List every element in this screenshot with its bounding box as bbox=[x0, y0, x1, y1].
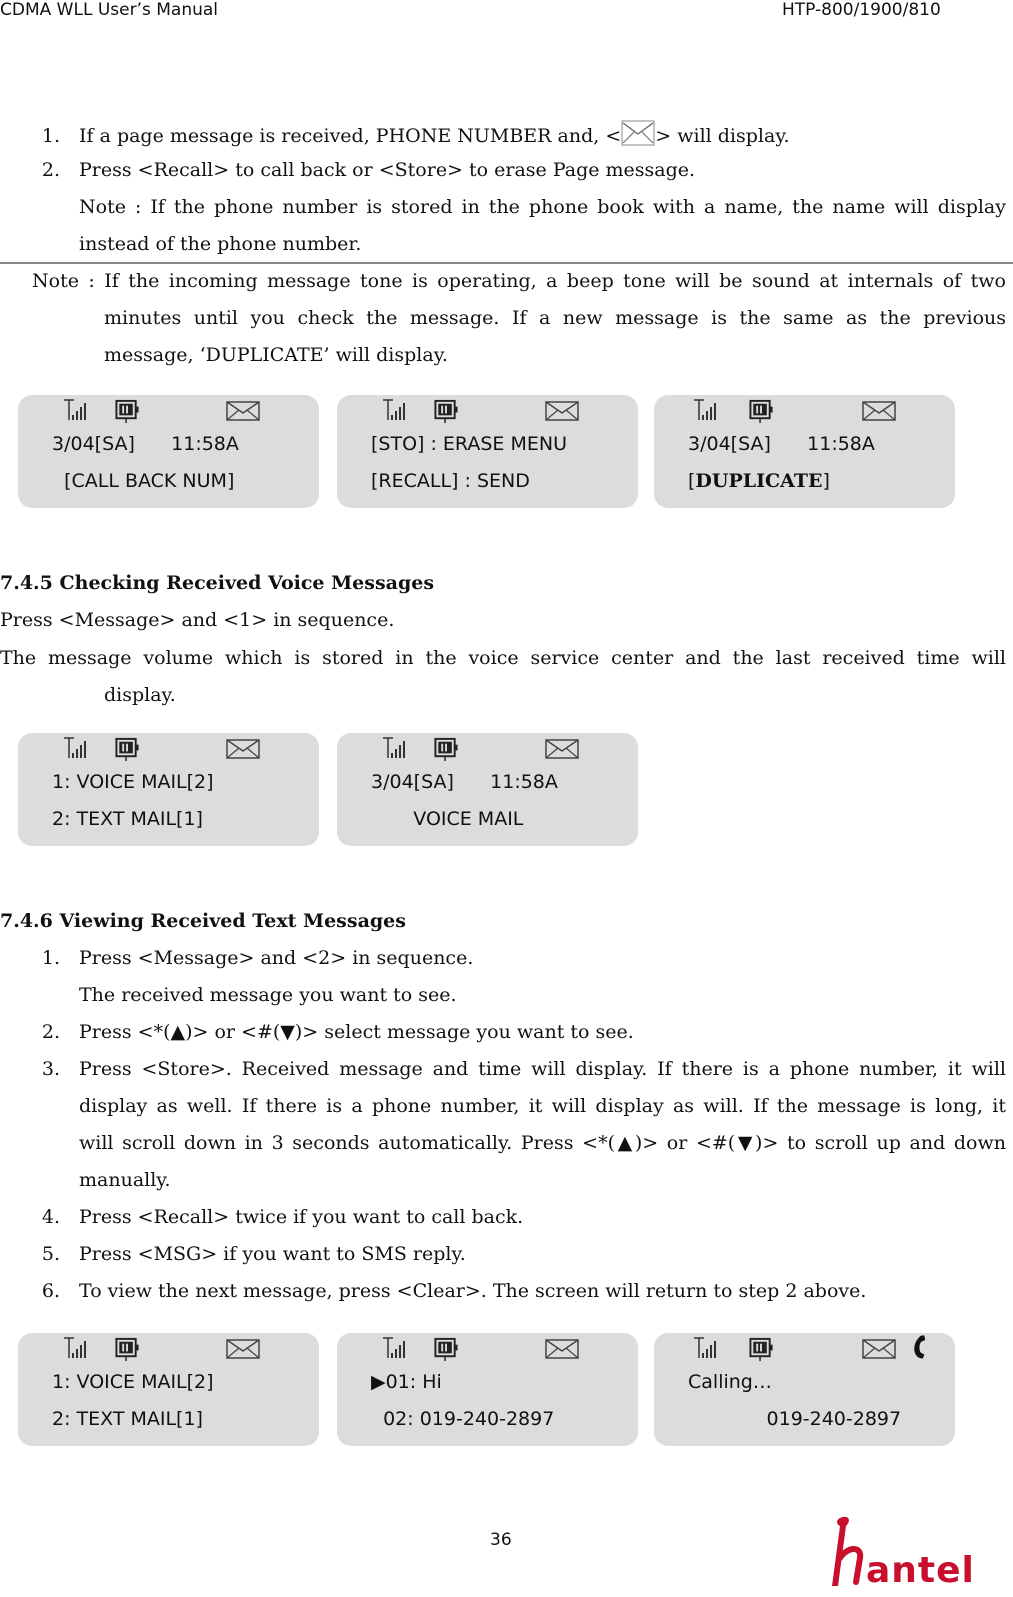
sec-745-line-2: The message volume which is stored in the voice service center and the last received time will bbox=[0, 647, 1006, 669]
intro-step-1 bbox=[79, 118, 790, 155]
lcd-line-1: 1: VOICE MAIL[2] bbox=[52, 1371, 214, 1393]
message-envelope-icon bbox=[545, 398, 579, 424]
svg-text:antel: antel bbox=[866, 1550, 975, 1591]
sec-746-step-5: Press <MSG> if you want to SMS reply. bbox=[79, 1243, 466, 1265]
sec-746-step-1: Press <Message> and <2> in sequence. bbox=[79, 947, 474, 969]
step-number: 1. bbox=[41, 125, 60, 147]
lcd-screen-message-list bbox=[337, 1333, 638, 1446]
lcd-screen-voice-mail bbox=[337, 733, 638, 846]
lcd-screen-store-menu bbox=[337, 395, 638, 508]
step-number: 2. bbox=[41, 1021, 60, 1043]
step-number: 2. bbox=[41, 159, 60, 181]
step-number: 5. bbox=[41, 1243, 60, 1265]
lcd-line-2: 2: TEXT MAIL[1] bbox=[52, 1408, 203, 1430]
signal-icon bbox=[62, 1336, 88, 1362]
lcd-line-2: [CALL BACK NUM] bbox=[52, 470, 235, 492]
note-2-line-2: minutes until you check the message. If a new message is the same as the previous bbox=[104, 307, 1006, 329]
lcd-line-1: ▶01: Hi bbox=[371, 1371, 442, 1393]
sec-746-step-3-line-1: Press <Store>. Received message and time will display. If there is a phone number, it will bbox=[79, 1058, 1006, 1080]
lcd-line-2 bbox=[688, 470, 830, 492]
lcd-line-2: 2: TEXT MAIL[1] bbox=[52, 808, 203, 830]
signal-icon bbox=[381, 1336, 407, 1362]
lcd-line-1: Calling… bbox=[688, 1371, 772, 1393]
message-envelope-icon bbox=[545, 1336, 579, 1362]
lcd-screen-calling bbox=[654, 1333, 955, 1446]
header-left: CDMA WLL User’s Manual bbox=[0, 0, 219, 20]
message-envelope-icon bbox=[226, 1336, 260, 1362]
signal-icon bbox=[62, 398, 88, 424]
lcd-screen-call-back bbox=[18, 395, 319, 508]
signal-icon bbox=[381, 736, 407, 762]
lcd-line-1: 3/04[SA] 11:58A bbox=[371, 771, 558, 793]
sec-746-step-6: To view the next message, press <Clear>. The screen will return to step 2 above. bbox=[79, 1280, 867, 1302]
message-envelope-icon bbox=[862, 1336, 896, 1362]
header-right: HTP-800/1900/810 bbox=[782, 0, 941, 20]
lcd-line-2: [RECALL] : SEND bbox=[371, 470, 530, 492]
section-7-4-6-title: 7.4.6 Viewing Received Text Messages bbox=[0, 910, 406, 932]
sec-746-step-4: Press <Recall> twice if you want to call back. bbox=[79, 1206, 524, 1228]
lcd-line-2: VOICE MAIL bbox=[371, 808, 524, 830]
message-envelope-icon bbox=[862, 398, 896, 424]
battery-icon bbox=[114, 736, 141, 762]
duplicate-label: DUPLICATE bbox=[695, 470, 823, 492]
step-number: 4. bbox=[41, 1206, 60, 1228]
lcd-line-1: 3/04[SA] 11:58A bbox=[52, 433, 239, 455]
lcd-line-2: 02: 019-240-2897 bbox=[371, 1408, 555, 1430]
battery-icon bbox=[748, 1336, 775, 1362]
signal-icon bbox=[692, 398, 718, 424]
envelope-icon bbox=[621, 120, 655, 146]
page-number: 36 bbox=[490, 1530, 512, 1550]
intro-step-2: Press <Recall> to call back or <Store> to erase Page message. bbox=[79, 159, 696, 181]
note-1-line-2: instead of the phone number. bbox=[79, 233, 362, 255]
sec-746-step-3-line-4: manually. bbox=[79, 1169, 171, 1191]
sec-745-line-3: display. bbox=[104, 684, 176, 706]
battery-icon bbox=[433, 398, 460, 424]
message-envelope-icon bbox=[545, 736, 579, 762]
note-2-line-1: Note : If the incoming message tone is operating, a beep tone will be sound at internals of two bbox=[32, 270, 1006, 292]
battery-icon bbox=[114, 1336, 141, 1362]
hantel-logo bbox=[822, 1512, 1008, 1592]
sec-746-step-3-line-3: will scroll down in 3 seconds automatically. Press <*(▲)> or <#(▼)> to scroll up and down bbox=[79, 1132, 1006, 1154]
battery-icon bbox=[433, 736, 460, 762]
section-7-4-5-title: 7.4.5 Checking Received Voice Messages bbox=[0, 572, 435, 594]
lcd-line-2: 019-240-2897 bbox=[688, 1408, 902, 1430]
bracket-close: ] bbox=[822, 470, 830, 492]
signal-icon bbox=[692, 1336, 718, 1362]
sec-746-step-1-detail: The received message you want to see. bbox=[79, 984, 457, 1006]
step-number: 1. bbox=[41, 947, 60, 969]
message-envelope-icon bbox=[226, 736, 260, 762]
step-number: 6. bbox=[41, 1280, 60, 1302]
lcd-line-1: [STO] : ERASE MENU bbox=[371, 433, 567, 455]
sec-745-line-1: Press <Message> and <1> in sequence. bbox=[0, 609, 395, 631]
intro-step-1-text: If a page message is received, PHONE NUMBER and, < bbox=[79, 125, 622, 147]
signal-icon bbox=[62, 736, 88, 762]
lcd-line-1: 3/04[SA] 11:58A bbox=[688, 433, 875, 455]
battery-icon bbox=[114, 398, 141, 424]
bracket-open: [ bbox=[688, 470, 696, 492]
lcd-screen-duplicate bbox=[654, 395, 955, 508]
phone-handset-icon bbox=[906, 1334, 932, 1360]
battery-icon bbox=[748, 398, 775, 424]
signal-icon bbox=[381, 398, 407, 424]
note-1-line-1: Note : If the phone number is stored in the phone book with a name, the name will display bbox=[79, 196, 1006, 218]
intro-step-1-end: > will display. bbox=[655, 125, 790, 147]
lcd-line-1: 1: VOICE MAIL[2] bbox=[52, 771, 214, 793]
lcd-screen-mail-menu bbox=[18, 733, 319, 846]
step-number: 3. bbox=[41, 1058, 60, 1080]
message-envelope-icon bbox=[226, 398, 260, 424]
note-2-line-3: message, ‘DUPLICATE’ will display. bbox=[104, 344, 448, 366]
battery-icon bbox=[433, 1336, 460, 1362]
sec-746-step-2: Press <*(▲)> or <#(▼)> select message you want to see. bbox=[79, 1021, 634, 1043]
sec-746-step-3-line-2: display as well. If there is a phone number, it will display as will. If the message is long, it bbox=[79, 1095, 1006, 1117]
lcd-screen-mail-menu-2 bbox=[18, 1333, 319, 1446]
